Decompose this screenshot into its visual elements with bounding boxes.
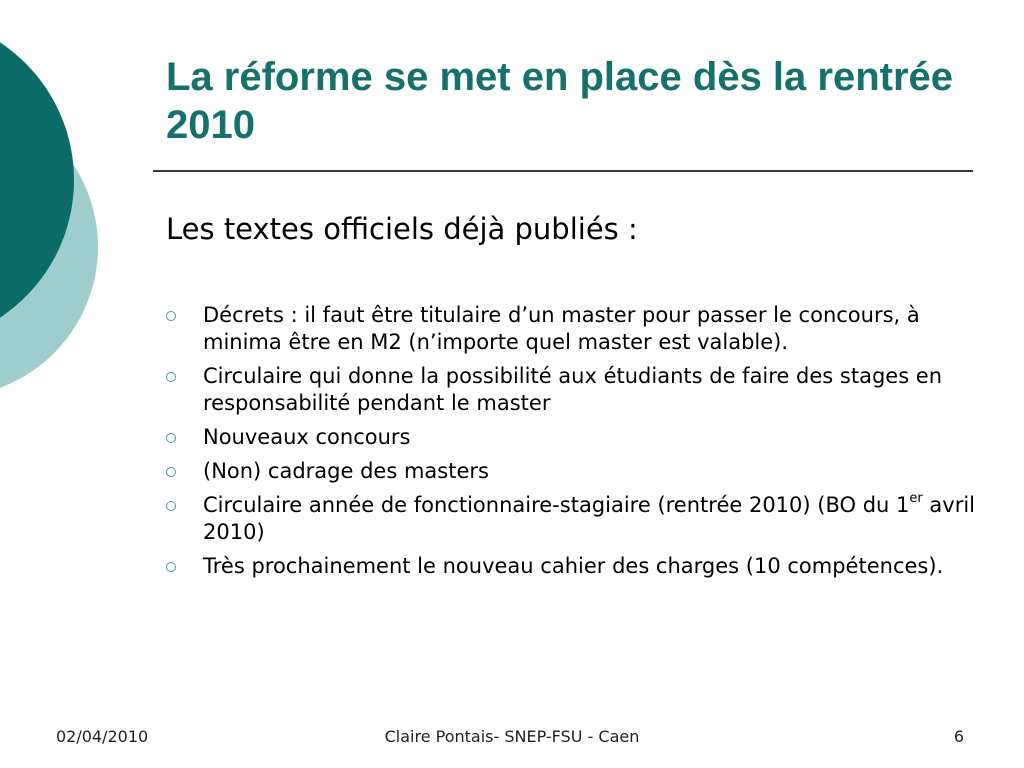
bullet-text: Nouveaux concours	[203, 425, 411, 449]
bullet-item-nouveaux-concours	[166, 424, 976, 451]
bullet-item-circulaire-stages	[166, 363, 976, 417]
ordinal-superscript: er	[909, 491, 923, 506]
hollow-circle-bullet-icon	[166, 372, 176, 382]
bullet-item-cahier-des-charges	[166, 553, 976, 580]
hollow-circle-bullet-icon	[166, 433, 176, 443]
bullet-text: (Non) cadrage des masters	[203, 459, 489, 483]
hollow-circle-bullet-icon	[166, 501, 176, 511]
bullet-text: Circulaire qui donne la possibilité aux étudiants de faire des stages en responsabilité pendant le master	[203, 364, 943, 415]
bullet-item-circulaire-stagiaire	[166, 492, 976, 546]
bullet-list	[166, 302, 976, 587]
bullet-text-part: Circulaire année de fonctionnaire-stagiaire (rentrée 2010) (BO du 1	[203, 493, 910, 517]
footer-author: Claire Pontais- SNEP-FSU - Caen	[384, 727, 640, 746]
bullet-text: Décrets : il faut être titulaire d’un master pour passer le concours, à minima être en M2 (n’importe quel master est valable).	[203, 303, 920, 354]
bullet-text-part: avril 2010)	[203, 493, 976, 544]
bullet-item-decrets	[166, 302, 976, 356]
bullet-item-cadrage-masters	[166, 458, 976, 485]
hollow-circle-bullet-icon	[166, 311, 176, 321]
title-divider	[153, 170, 973, 172]
bullet-text	[203, 493, 975, 544]
slide-title: La réforme se met en place dès la rentrée 2010	[166, 55, 954, 147]
hollow-circle-bullet-icon	[166, 562, 176, 572]
page-number: 6	[953, 727, 964, 746]
slide-subtitle: Les textes officiels déjà publiés :	[166, 212, 638, 246]
bullet-text: Très prochainement le nouveau cahier des charges (10 compétences).	[203, 554, 944, 578]
hollow-circle-bullet-icon	[166, 467, 176, 477]
footer-date: 02/04/2010	[56, 727, 149, 746]
